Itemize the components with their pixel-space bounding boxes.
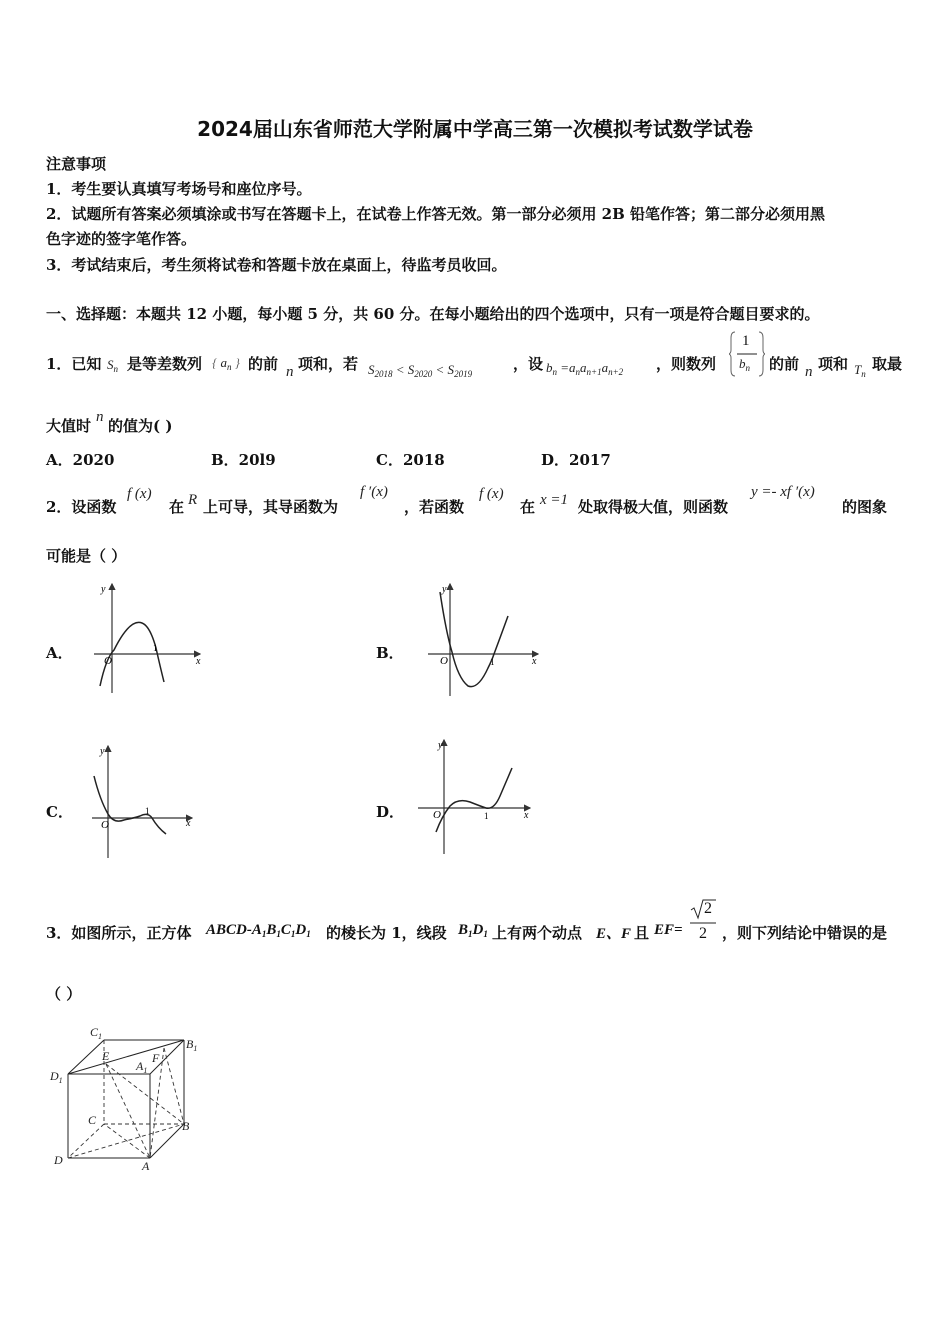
q2-text-2: 在 bbox=[169, 498, 185, 516]
q2-math-fx: f (x) bbox=[127, 486, 152, 502]
one-label: 1 bbox=[153, 643, 158, 653]
label-a1: $A_1$ bbox=[136, 1059, 148, 1075]
origin-label: O bbox=[101, 819, 109, 831]
q3-text-3: 上有两个动点 bbox=[492, 924, 583, 942]
y-label: y bbox=[438, 740, 443, 751]
q2-text-3: 上可导，其导函数为 bbox=[203, 498, 339, 516]
q1-text-7: 的前 bbox=[769, 355, 800, 373]
sqrt-num: 2 bbox=[704, 900, 712, 917]
q1-option-b[interactable]: B．20l9 bbox=[211, 451, 276, 469]
q3-text-1: 3．如图所示，正方体 bbox=[46, 924, 192, 942]
notice-heading: 注意事项 bbox=[46, 155, 107, 173]
q2-math-fpx: f ′(x) bbox=[360, 484, 388, 500]
q1-math-n2: n bbox=[805, 364, 813, 380]
x-label: x bbox=[186, 818, 191, 829]
q3-cube: ABCD-$A_1B_1C_1D_1$ bbox=[206, 922, 311, 939]
graph-c bbox=[88, 742, 198, 860]
label-c1: $C_1$ bbox=[90, 1025, 103, 1041]
q1-math-n1: n bbox=[286, 364, 294, 380]
notice-item-3: 3．考试结束后，考生须将试卷和答题卡放在桌面上，待监考员收回。 bbox=[46, 256, 507, 274]
frac-den: 2 bbox=[699, 925, 707, 942]
frac-num: 1 bbox=[742, 333, 750, 349]
y-label: y bbox=[101, 584, 106, 595]
q2-text-7: 的图象 bbox=[842, 498, 888, 516]
one-label: 1 bbox=[145, 806, 150, 816]
q1-text-1: 1．已知 bbox=[46, 355, 102, 373]
q1-text-3: 的前 bbox=[248, 355, 279, 373]
q1-math-ineq: $S_{2018} < S_{2020} < S_{2019}$ bbox=[368, 362, 473, 379]
q3-text-2: 的棱长为 1，线段 bbox=[326, 924, 447, 942]
q3-ef: EF= bbox=[654, 922, 683, 938]
q2-option-c[interactable]: C． bbox=[46, 803, 73, 821]
q1-math-frac bbox=[729, 330, 765, 378]
q2-math-y: y =- xf ′(x) bbox=[751, 484, 815, 500]
q1-text-2: 是等差数列 bbox=[127, 355, 203, 373]
notice-item-2-cont: 色字迹的签字笔作答。 bbox=[46, 230, 197, 248]
origin-label: O bbox=[440, 655, 448, 667]
q1-text-6: ，则数列 bbox=[656, 355, 717, 373]
origin-label: O bbox=[104, 655, 112, 667]
q3-text-4: 且 bbox=[634, 924, 650, 942]
q2-math-x1: x =1 bbox=[540, 492, 569, 508]
q2-math-fx2: f (x) bbox=[479, 486, 504, 502]
graph-d bbox=[414, 736, 540, 856]
label-a: A bbox=[142, 1159, 150, 1173]
q3-pts: E、F bbox=[596, 926, 632, 942]
label-d: D bbox=[54, 1153, 63, 1167]
label-f: F bbox=[152, 1051, 160, 1065]
frac-den: $b_n$ bbox=[739, 356, 750, 373]
q2-text-5: 在 bbox=[520, 498, 536, 516]
q2-text-1: 2．设函数 bbox=[46, 498, 117, 516]
y-label: y bbox=[100, 746, 105, 757]
graph-b bbox=[418, 578, 548, 698]
section-heading: 一、选择题：本题共 12 小题，每小题 5 分，共 60 分。在每小题给出的四个选项中，只有一项是符合题目要求的。 bbox=[46, 305, 820, 323]
graph-a bbox=[90, 578, 210, 698]
q2-text-6: 处取得极大值，则函数 bbox=[578, 498, 729, 516]
q2-option-b[interactable]: B． bbox=[376, 644, 404, 662]
q1-option-d[interactable]: D．2017 bbox=[541, 451, 611, 469]
q1-line2-a: 大值时 bbox=[46, 417, 92, 435]
q1-line2-b: 的值为( ) bbox=[108, 417, 173, 435]
label-b1: $B_1$ bbox=[186, 1037, 198, 1053]
label-c: C bbox=[88, 1113, 97, 1127]
one-label: 1 bbox=[490, 657, 495, 667]
origin-label: O bbox=[433, 809, 441, 821]
q1-text-8: 项和 bbox=[818, 355, 849, 373]
q1-math-an: { $a_n$ } bbox=[212, 355, 240, 372]
notice-item-2: 2．试题所有答案必须填涂或书写在答题卡上，在试卷上作答无效。第一部分必须用 2B 铅笔作答；第二部分必须用黑 bbox=[46, 205, 826, 223]
x-label: x bbox=[196, 656, 201, 667]
one-label: 1 bbox=[484, 811, 489, 821]
q3-sqrt-frac bbox=[688, 896, 718, 948]
q2-line2: 可能是（ ） bbox=[46, 547, 127, 565]
label-e: E bbox=[102, 1049, 110, 1063]
page-title: 2024届山东省师范大学附属中学高三第一次模拟考试数学试卷 bbox=[197, 117, 753, 141]
q2-option-d[interactable]: D． bbox=[376, 803, 405, 821]
q1-option-c[interactable]: C．2018 bbox=[376, 451, 445, 469]
cube-figure bbox=[46, 1024, 206, 1174]
q2-option-a[interactable]: A． bbox=[46, 644, 73, 662]
y-label: y bbox=[442, 584, 447, 595]
q1-math-S: $S_n$ bbox=[107, 357, 118, 374]
q3-seg: $B_1D_1$ bbox=[458, 922, 488, 939]
q1-math-bn: $b_n =a_na_{n+1}a_{n+2}$ bbox=[546, 360, 624, 377]
q1-text-5: ，设 bbox=[513, 355, 544, 373]
curve bbox=[436, 768, 512, 832]
q3-text-5: ，则下列结论中错误的是 bbox=[722, 924, 888, 942]
q1-text-4: 项和，若 bbox=[298, 355, 359, 373]
q3-line2: （ ） bbox=[46, 985, 82, 1003]
x-label: x bbox=[524, 810, 529, 821]
label-b: B bbox=[182, 1119, 190, 1133]
q1-option-a[interactable]: A．2020 bbox=[46, 451, 115, 469]
q1-math-T: $T_n$ bbox=[854, 362, 866, 379]
q2-text-4: ，若函数 bbox=[404, 498, 465, 516]
x-label: x bbox=[532, 656, 537, 667]
q1-text-9: 取最 bbox=[872, 355, 903, 373]
notice-item-1: 1．考生要认真填写考场号和座位序号。 bbox=[46, 180, 312, 198]
q2-math-R: R bbox=[188, 492, 198, 508]
label-d1: $D_1$ bbox=[50, 1069, 63, 1085]
q1-math-n3: n bbox=[96, 409, 104, 425]
